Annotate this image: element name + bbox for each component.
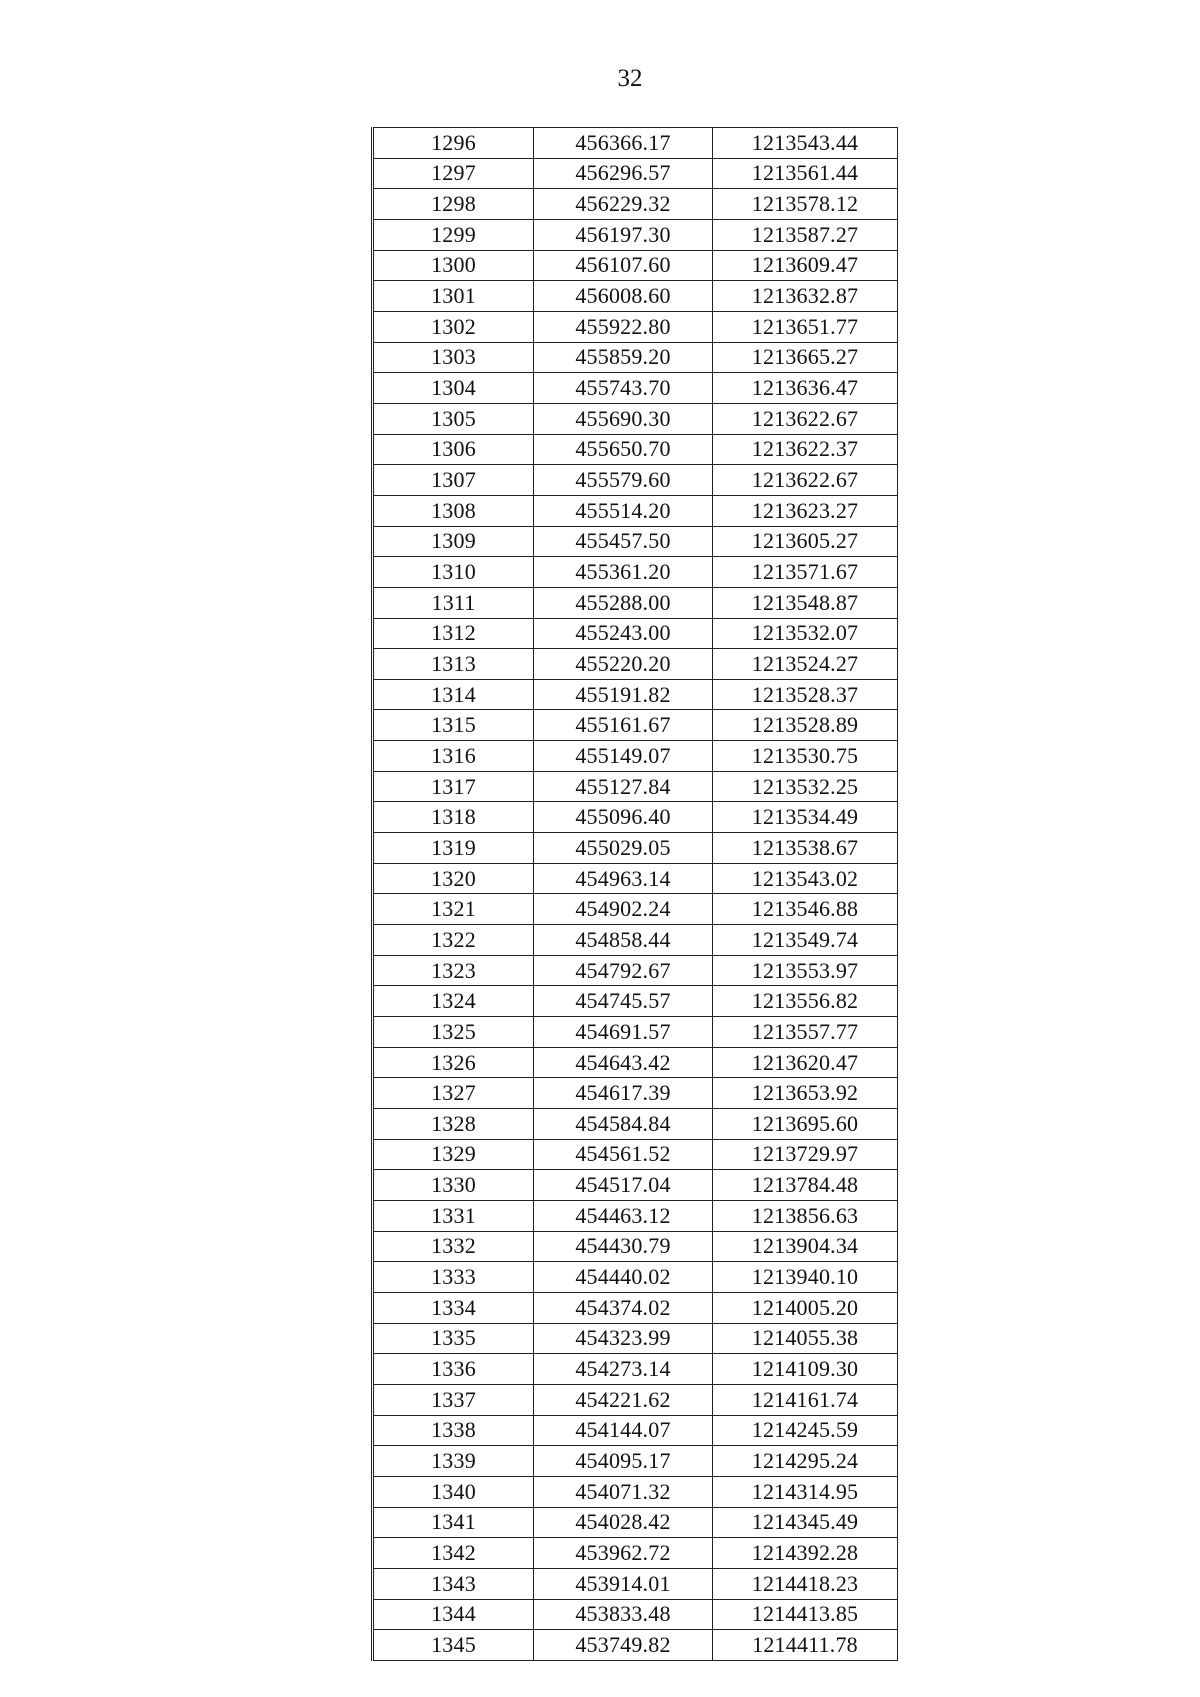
table-row bbox=[373, 1538, 898, 1569]
point-number-cell: 1344 bbox=[373, 1599, 534, 1630]
y-coordinate-cell: 1213623.27 bbox=[713, 495, 898, 526]
table-row bbox=[373, 403, 898, 434]
point-number-cell: 1297 bbox=[373, 158, 534, 189]
x-coordinate-cell: 453833.48 bbox=[534, 1599, 713, 1630]
y-coordinate-cell: 1214245.59 bbox=[713, 1415, 898, 1446]
y-coordinate-cell: 1214392.28 bbox=[713, 1538, 898, 1569]
x-coordinate-cell: 455149.07 bbox=[534, 741, 713, 772]
x-coordinate-cell: 454517.04 bbox=[534, 1170, 713, 1201]
y-coordinate-cell: 1213904.34 bbox=[713, 1231, 898, 1262]
point-number-cell: 1321 bbox=[373, 894, 534, 925]
x-coordinate-cell: 454144.07 bbox=[534, 1415, 713, 1446]
x-coordinate-cell: 455029.05 bbox=[534, 833, 713, 864]
table-row bbox=[373, 1200, 898, 1231]
table-row bbox=[373, 342, 898, 373]
table-row bbox=[373, 1170, 898, 1201]
x-coordinate-cell: 456366.17 bbox=[534, 128, 713, 159]
x-coordinate-cell: 454745.57 bbox=[534, 986, 713, 1017]
point-number-cell: 1338 bbox=[373, 1415, 534, 1446]
table-row bbox=[373, 1323, 898, 1354]
point-number-cell: 1315 bbox=[373, 710, 534, 741]
point-number-cell: 1320 bbox=[373, 863, 534, 894]
table-row bbox=[373, 1354, 898, 1385]
point-number-cell: 1314 bbox=[373, 679, 534, 710]
y-coordinate-cell: 1213534.49 bbox=[713, 802, 898, 833]
point-number-cell: 1342 bbox=[373, 1538, 534, 1569]
x-coordinate-cell: 454963.14 bbox=[534, 863, 713, 894]
table-row bbox=[373, 741, 898, 772]
x-coordinate-cell: 455096.40 bbox=[534, 802, 713, 833]
table-row bbox=[373, 863, 898, 894]
point-number-cell: 1308 bbox=[373, 495, 534, 526]
x-coordinate-cell: 454430.79 bbox=[534, 1231, 713, 1262]
table-row bbox=[373, 1262, 898, 1293]
table-row bbox=[373, 955, 898, 986]
x-coordinate-cell: 454584.84 bbox=[534, 1109, 713, 1140]
y-coordinate-cell: 1214411.78 bbox=[713, 1630, 898, 1661]
y-coordinate-cell: 1213632.87 bbox=[713, 281, 898, 312]
x-coordinate-cell: 454273.14 bbox=[534, 1354, 713, 1385]
y-coordinate-cell: 1213532.25 bbox=[713, 771, 898, 802]
y-coordinate-cell: 1213543.02 bbox=[713, 863, 898, 894]
x-coordinate-cell: 454902.24 bbox=[534, 894, 713, 925]
point-number-cell: 1311 bbox=[373, 587, 534, 618]
table-row bbox=[373, 189, 898, 220]
y-coordinate-cell: 1213695.60 bbox=[713, 1109, 898, 1140]
x-coordinate-cell: 455191.82 bbox=[534, 679, 713, 710]
point-number-cell: 1327 bbox=[373, 1078, 534, 1109]
table-row bbox=[373, 311, 898, 342]
x-coordinate-cell: 455922.80 bbox=[534, 311, 713, 342]
point-number-cell: 1326 bbox=[373, 1047, 534, 1078]
table-row bbox=[373, 710, 898, 741]
y-coordinate-cell: 1213557.77 bbox=[713, 1017, 898, 1048]
x-coordinate-cell: 455743.70 bbox=[534, 373, 713, 404]
y-coordinate-cell: 1213636.47 bbox=[713, 373, 898, 404]
point-number-cell: 1301 bbox=[373, 281, 534, 312]
point-number-cell: 1317 bbox=[373, 771, 534, 802]
table-row bbox=[373, 833, 898, 864]
x-coordinate-cell: 456008.60 bbox=[534, 281, 713, 312]
y-coordinate-cell: 1213729.97 bbox=[713, 1139, 898, 1170]
x-coordinate-cell: 454463.12 bbox=[534, 1200, 713, 1231]
x-coordinate-cell: 455288.00 bbox=[534, 587, 713, 618]
y-coordinate-cell: 1213538.67 bbox=[713, 833, 898, 864]
point-number-cell: 1325 bbox=[373, 1017, 534, 1048]
point-number-cell: 1335 bbox=[373, 1323, 534, 1354]
point-number-cell: 1336 bbox=[373, 1354, 534, 1385]
table-row bbox=[373, 1231, 898, 1262]
x-coordinate-cell: 454440.02 bbox=[534, 1262, 713, 1293]
x-coordinate-cell: 454071.32 bbox=[534, 1476, 713, 1507]
x-coordinate-cell: 455457.50 bbox=[534, 526, 713, 557]
y-coordinate-cell: 1213528.37 bbox=[713, 679, 898, 710]
table-row bbox=[373, 894, 898, 925]
y-coordinate-cell: 1213620.47 bbox=[713, 1047, 898, 1078]
y-coordinate-cell: 1213578.12 bbox=[713, 189, 898, 220]
y-coordinate-cell: 1213940.10 bbox=[713, 1262, 898, 1293]
table-row bbox=[373, 986, 898, 1017]
table-row bbox=[373, 1599, 898, 1630]
y-coordinate-cell: 1213556.82 bbox=[713, 986, 898, 1017]
x-coordinate-cell: 454028.42 bbox=[534, 1507, 713, 1538]
point-number-cell: 1341 bbox=[373, 1507, 534, 1538]
table-row bbox=[373, 1109, 898, 1140]
x-coordinate-cell: 455514.20 bbox=[534, 495, 713, 526]
table-row bbox=[373, 526, 898, 557]
point-number-cell: 1310 bbox=[373, 557, 534, 588]
y-coordinate-cell: 1213856.63 bbox=[713, 1200, 898, 1231]
x-coordinate-cell: 454221.62 bbox=[534, 1384, 713, 1415]
point-number-cell: 1345 bbox=[373, 1630, 534, 1661]
point-number-cell: 1331 bbox=[373, 1200, 534, 1231]
table-row bbox=[373, 1047, 898, 1078]
y-coordinate-cell: 1213561.44 bbox=[713, 158, 898, 189]
y-coordinate-cell: 1213609.47 bbox=[713, 250, 898, 281]
y-coordinate-cell: 1214345.49 bbox=[713, 1507, 898, 1538]
y-coordinate-cell: 1214314.95 bbox=[713, 1476, 898, 1507]
point-number-cell: 1334 bbox=[373, 1292, 534, 1323]
y-coordinate-cell: 1214418.23 bbox=[713, 1568, 898, 1599]
point-number-cell: 1324 bbox=[373, 986, 534, 1017]
table-row bbox=[373, 802, 898, 833]
table-row bbox=[373, 587, 898, 618]
y-coordinate-cell: 1213524.27 bbox=[713, 649, 898, 680]
x-coordinate-cell: 455243.00 bbox=[534, 618, 713, 649]
point-number-cell: 1322 bbox=[373, 925, 534, 956]
x-coordinate-cell: 454323.99 bbox=[534, 1323, 713, 1354]
table-row bbox=[373, 1292, 898, 1323]
x-coordinate-cell: 454691.57 bbox=[534, 1017, 713, 1048]
x-coordinate-cell: 454095.17 bbox=[534, 1446, 713, 1477]
x-coordinate-cell: 456197.30 bbox=[534, 219, 713, 250]
y-coordinate-cell: 1213653.92 bbox=[713, 1078, 898, 1109]
point-number-cell: 1300 bbox=[373, 250, 534, 281]
x-coordinate-cell: 454792.67 bbox=[534, 955, 713, 986]
table-row bbox=[373, 281, 898, 312]
point-number-cell: 1318 bbox=[373, 802, 534, 833]
x-coordinate-cell: 455161.67 bbox=[534, 710, 713, 741]
point-number-cell: 1330 bbox=[373, 1170, 534, 1201]
point-number-cell: 1302 bbox=[373, 311, 534, 342]
x-coordinate-cell: 454643.42 bbox=[534, 1047, 713, 1078]
x-coordinate-cell: 456296.57 bbox=[534, 158, 713, 189]
point-number-cell: 1323 bbox=[373, 955, 534, 986]
x-coordinate-cell: 454561.52 bbox=[534, 1139, 713, 1170]
table-row bbox=[373, 1017, 898, 1048]
y-coordinate-cell: 1213532.07 bbox=[713, 618, 898, 649]
y-coordinate-cell: 1213587.27 bbox=[713, 219, 898, 250]
y-coordinate-cell: 1213548.87 bbox=[713, 587, 898, 618]
y-coordinate-cell: 1213651.77 bbox=[713, 311, 898, 342]
x-coordinate-cell: 454858.44 bbox=[534, 925, 713, 956]
point-number-cell: 1298 bbox=[373, 189, 534, 220]
x-coordinate-cell: 455650.70 bbox=[534, 434, 713, 465]
y-coordinate-cell: 1214109.30 bbox=[713, 1354, 898, 1385]
y-coordinate-cell: 1213622.67 bbox=[713, 465, 898, 496]
point-number-cell: 1316 bbox=[373, 741, 534, 772]
table-row bbox=[373, 373, 898, 404]
table-row bbox=[373, 219, 898, 250]
y-coordinate-cell: 1213784.48 bbox=[713, 1170, 898, 1201]
point-number-cell: 1309 bbox=[373, 526, 534, 557]
point-number-cell: 1306 bbox=[373, 434, 534, 465]
x-coordinate-cell: 455859.20 bbox=[534, 342, 713, 373]
x-coordinate-cell: 455579.60 bbox=[534, 465, 713, 496]
table-row bbox=[373, 557, 898, 588]
table-row bbox=[373, 771, 898, 802]
y-coordinate-cell: 1213546.88 bbox=[713, 894, 898, 925]
y-coordinate-cell: 1214295.24 bbox=[713, 1446, 898, 1477]
y-coordinate-cell: 1214413.85 bbox=[713, 1599, 898, 1630]
table-row bbox=[373, 1384, 898, 1415]
x-coordinate-cell: 455690.30 bbox=[534, 403, 713, 434]
point-number-cell: 1329 bbox=[373, 1139, 534, 1170]
x-coordinate-cell: 453962.72 bbox=[534, 1538, 713, 1569]
y-coordinate-cell: 1213549.74 bbox=[713, 925, 898, 956]
point-number-cell: 1340 bbox=[373, 1476, 534, 1507]
table-row bbox=[373, 1476, 898, 1507]
page-number: 32 bbox=[617, 65, 643, 92]
point-number-cell: 1319 bbox=[373, 833, 534, 864]
y-coordinate-cell: 1213528.89 bbox=[713, 710, 898, 741]
y-coordinate-cell: 1214055.38 bbox=[713, 1323, 898, 1354]
point-number-cell: 1304 bbox=[373, 373, 534, 404]
x-coordinate-cell: 455220.20 bbox=[534, 649, 713, 680]
x-coordinate-cell: 456229.32 bbox=[534, 189, 713, 220]
point-number-cell: 1337 bbox=[373, 1384, 534, 1415]
y-coordinate-cell: 1213622.37 bbox=[713, 434, 898, 465]
table-row bbox=[373, 1446, 898, 1477]
point-number-cell: 1313 bbox=[373, 649, 534, 680]
table-row bbox=[373, 158, 898, 189]
table-row bbox=[373, 679, 898, 710]
table-row bbox=[373, 618, 898, 649]
point-number-cell: 1343 bbox=[373, 1568, 534, 1599]
x-coordinate-cell: 455127.84 bbox=[534, 771, 713, 802]
table-row bbox=[373, 649, 898, 680]
x-coordinate-cell: 453749.82 bbox=[534, 1630, 713, 1661]
table-row bbox=[373, 465, 898, 496]
y-coordinate-cell: 1214005.20 bbox=[713, 1292, 898, 1323]
point-number-cell: 1332 bbox=[373, 1231, 534, 1262]
coordinates-table bbox=[371, 127, 898, 1661]
table-row bbox=[373, 925, 898, 956]
point-number-cell: 1328 bbox=[373, 1109, 534, 1140]
point-number-cell: 1312 bbox=[373, 618, 534, 649]
y-coordinate-cell: 1213543.44 bbox=[713, 128, 898, 159]
table-row bbox=[373, 128, 898, 159]
point-number-cell: 1305 bbox=[373, 403, 534, 434]
table-row bbox=[373, 1415, 898, 1446]
y-coordinate-cell: 1213605.27 bbox=[713, 526, 898, 557]
coordinates-table-body bbox=[373, 128, 898, 1661]
table-row bbox=[373, 1139, 898, 1170]
point-number-cell: 1303 bbox=[373, 342, 534, 373]
table-row bbox=[373, 1568, 898, 1599]
table-row bbox=[373, 1630, 898, 1661]
table-row bbox=[373, 1507, 898, 1538]
y-coordinate-cell: 1213553.97 bbox=[713, 955, 898, 986]
point-number-cell: 1296 bbox=[373, 128, 534, 159]
y-coordinate-cell: 1213571.67 bbox=[713, 557, 898, 588]
table-row bbox=[373, 495, 898, 526]
point-number-cell: 1299 bbox=[373, 219, 534, 250]
point-number-cell: 1339 bbox=[373, 1446, 534, 1477]
x-coordinate-cell: 453914.01 bbox=[534, 1568, 713, 1599]
y-coordinate-cell: 1213530.75 bbox=[713, 741, 898, 772]
y-coordinate-cell: 1213622.67 bbox=[713, 403, 898, 434]
point-number-cell: 1307 bbox=[373, 465, 534, 496]
x-coordinate-cell: 456107.60 bbox=[534, 250, 713, 281]
table-row bbox=[373, 1078, 898, 1109]
x-coordinate-cell: 454374.02 bbox=[534, 1292, 713, 1323]
x-coordinate-cell: 454617.39 bbox=[534, 1078, 713, 1109]
table-row bbox=[373, 434, 898, 465]
table-row bbox=[373, 250, 898, 281]
y-coordinate-cell: 1214161.74 bbox=[713, 1384, 898, 1415]
y-coordinate-cell: 1213665.27 bbox=[713, 342, 898, 373]
x-coordinate-cell: 455361.20 bbox=[534, 557, 713, 588]
point-number-cell: 1333 bbox=[373, 1262, 534, 1293]
